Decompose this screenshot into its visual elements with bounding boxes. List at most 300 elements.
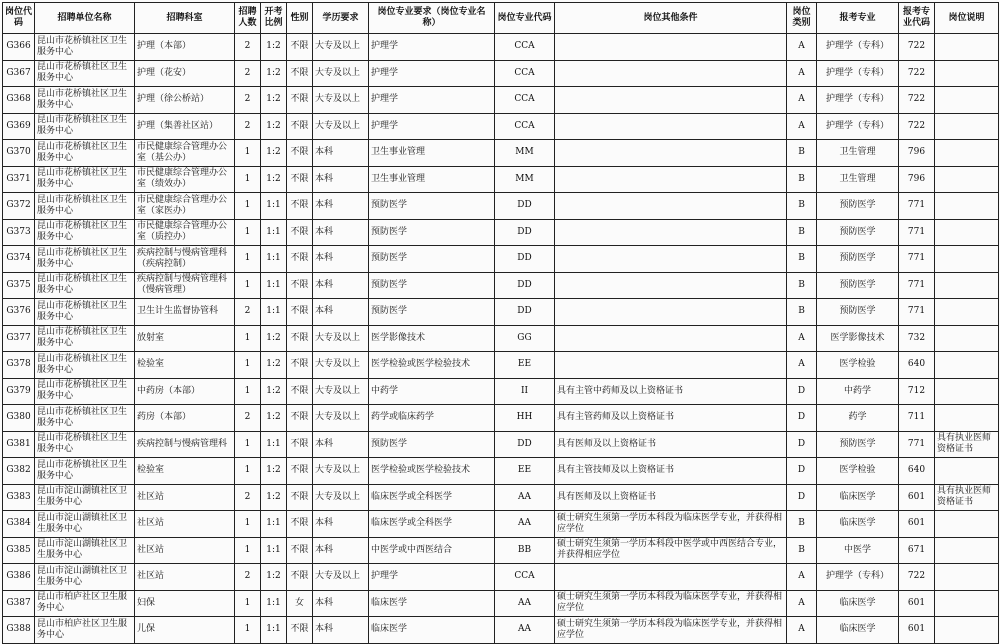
header-cell: 岗位类别 bbox=[787, 3, 817, 34]
position-note-cell bbox=[935, 87, 999, 114]
exam-major-cell: 预防医学 bbox=[817, 431, 899, 458]
employer-name-cell: 昆山市花桥镇社区卫生服务中心 bbox=[35, 325, 135, 352]
position-code-cell: G376 bbox=[3, 299, 35, 326]
exam-major-code-cell: 671 bbox=[899, 537, 935, 564]
position-note-cell: 具有执业医师资格证书 bbox=[935, 431, 999, 458]
education-cell: 大专及以上 bbox=[313, 378, 369, 405]
table-row bbox=[3, 140, 999, 167]
position-category-cell: D bbox=[787, 484, 817, 511]
headcount-cell: 1 bbox=[235, 272, 261, 299]
position-note-cell bbox=[935, 140, 999, 167]
position-note-cell bbox=[935, 405, 999, 432]
table-row bbox=[3, 405, 999, 432]
gender-cell: 不限 bbox=[287, 219, 313, 246]
education-cell: 本科 bbox=[313, 299, 369, 326]
major-requirement-cell: 预防医学 bbox=[369, 219, 495, 246]
other-conditions-cell: 硕士研究生须第一学历本科段为临床医学专业，并获得相应学位 bbox=[555, 511, 787, 538]
major-requirement-cell: 医学检验或医学检验技术 bbox=[369, 352, 495, 379]
employer-name-cell: 昆山市花桥镇社区卫生服务中心 bbox=[35, 352, 135, 379]
major-code-cell: DD bbox=[495, 299, 555, 326]
position-note-cell bbox=[935, 564, 999, 591]
position-category-cell: D bbox=[787, 405, 817, 432]
education-cell: 本科 bbox=[313, 590, 369, 617]
position-note-cell bbox=[935, 34, 999, 61]
headcount-cell: 2 bbox=[235, 87, 261, 114]
gender-cell: 不限 bbox=[287, 405, 313, 432]
department-cell: 药房（本部） bbox=[135, 405, 235, 432]
gender-cell: 不限 bbox=[287, 352, 313, 379]
header-cell: 招聘单位名称 bbox=[35, 3, 135, 34]
table-row bbox=[3, 352, 999, 379]
major-requirement-cell: 临床医学或全科医学 bbox=[369, 484, 495, 511]
education-cell: 大专及以上 bbox=[313, 60, 369, 87]
other-conditions-cell bbox=[555, 60, 787, 87]
position-note-cell bbox=[935, 352, 999, 379]
department-cell: 护理（集善社区站） bbox=[135, 113, 235, 140]
position-note-cell bbox=[935, 246, 999, 273]
employer-name-cell: 昆山市淀山湖镇社区卫生服务中心 bbox=[35, 511, 135, 538]
major-requirement-cell: 护理学 bbox=[369, 87, 495, 114]
position-category-cell: B bbox=[787, 140, 817, 167]
exam-major-code-cell: 640 bbox=[899, 458, 935, 485]
headcount-cell: 1 bbox=[235, 166, 261, 193]
exam-ratio-cell: 1:1 bbox=[261, 246, 287, 273]
position-note-cell bbox=[935, 537, 999, 564]
employer-name-cell: 昆山市花桥镇社区卫生服务中心 bbox=[35, 87, 135, 114]
department-cell: 检验室 bbox=[135, 352, 235, 379]
headcount-cell: 2 bbox=[235, 60, 261, 87]
major-requirement-cell: 预防医学 bbox=[369, 272, 495, 299]
position-category-cell: B bbox=[787, 511, 817, 538]
exam-major-code-cell: 722 bbox=[899, 87, 935, 114]
exam-major-code-cell: 601 bbox=[899, 617, 935, 644]
position-code-cell: G386 bbox=[3, 564, 35, 591]
other-conditions-cell: 具有医师及以上资格证书 bbox=[555, 431, 787, 458]
exam-major-code-cell: 796 bbox=[899, 140, 935, 167]
exam-ratio-cell: 1:1 bbox=[261, 590, 287, 617]
major-code-cell: MM bbox=[495, 166, 555, 193]
position-code-cell: G367 bbox=[3, 60, 35, 87]
position-category-cell: A bbox=[787, 617, 817, 644]
gender-cell: 不限 bbox=[287, 246, 313, 273]
headcount-cell: 2 bbox=[235, 484, 261, 511]
education-cell: 本科 bbox=[313, 617, 369, 644]
exam-major-cell: 护理学（专科） bbox=[817, 564, 899, 591]
headcount-cell: 1 bbox=[235, 193, 261, 220]
major-code-cell: CCA bbox=[495, 34, 555, 61]
education-cell: 本科 bbox=[313, 272, 369, 299]
exam-major-cell: 医学检验 bbox=[817, 352, 899, 379]
exam-ratio-cell: 1:2 bbox=[261, 378, 287, 405]
exam-major-code-cell: 601 bbox=[899, 484, 935, 511]
header-cell: 岗位其他条件 bbox=[555, 3, 787, 34]
exam-ratio-cell: 1:2 bbox=[261, 352, 287, 379]
employer-name-cell: 昆山市花桥镇社区卫生服务中心 bbox=[35, 113, 135, 140]
position-category-cell: A bbox=[787, 113, 817, 140]
education-cell: 大专及以上 bbox=[313, 564, 369, 591]
table-row bbox=[3, 87, 999, 114]
exam-ratio-cell: 1:2 bbox=[261, 60, 287, 87]
major-code-cell: DD bbox=[495, 431, 555, 458]
other-conditions-cell bbox=[555, 113, 787, 140]
exam-major-cell: 卫生管理 bbox=[817, 140, 899, 167]
exam-ratio-cell: 1:1 bbox=[261, 511, 287, 538]
headcount-cell: 2 bbox=[235, 405, 261, 432]
education-cell: 本科 bbox=[313, 511, 369, 538]
gender-cell: 不限 bbox=[287, 564, 313, 591]
gender-cell: 不限 bbox=[287, 113, 313, 140]
table-row bbox=[3, 166, 999, 193]
education-cell: 大专及以上 bbox=[313, 484, 369, 511]
position-code-cell: G375 bbox=[3, 272, 35, 299]
other-conditions-cell: 具有主管中药师及以上资格证书 bbox=[555, 378, 787, 405]
major-requirement-cell: 临床医学 bbox=[369, 590, 495, 617]
position-code-cell: G383 bbox=[3, 484, 35, 511]
major-requirement-cell: 临床医学 bbox=[369, 617, 495, 644]
major-requirement-cell: 预防医学 bbox=[369, 193, 495, 220]
exam-major-cell: 护理学（专科） bbox=[817, 60, 899, 87]
gender-cell: 不限 bbox=[287, 87, 313, 114]
education-cell: 大专及以上 bbox=[313, 458, 369, 485]
department-cell: 市民健康综合管理办公室（家医办） bbox=[135, 193, 235, 220]
exam-ratio-cell: 1:1 bbox=[261, 193, 287, 220]
position-note-cell bbox=[935, 378, 999, 405]
gender-cell: 不限 bbox=[287, 325, 313, 352]
major-code-cell: BB bbox=[495, 537, 555, 564]
exam-major-cell: 中医学 bbox=[817, 537, 899, 564]
position-category-cell: D bbox=[787, 378, 817, 405]
position-category-cell: A bbox=[787, 352, 817, 379]
gender-cell: 不限 bbox=[287, 60, 313, 87]
employer-name-cell: 昆山市花桥镇社区卫生服务中心 bbox=[35, 34, 135, 61]
exam-major-code-cell: 796 bbox=[899, 166, 935, 193]
exam-major-cell: 临床医学 bbox=[817, 511, 899, 538]
table-row bbox=[3, 219, 999, 246]
gender-cell: 不限 bbox=[287, 484, 313, 511]
position-code-cell: G368 bbox=[3, 87, 35, 114]
employer-name-cell: 昆山市花桥镇社区卫生服务中心 bbox=[35, 219, 135, 246]
exam-ratio-cell: 1:1 bbox=[261, 431, 287, 458]
headcount-cell: 1 bbox=[235, 352, 261, 379]
major-code-cell: CCA bbox=[495, 87, 555, 114]
major-code-cell: AA bbox=[495, 590, 555, 617]
education-cell: 大专及以上 bbox=[313, 325, 369, 352]
other-conditions-cell bbox=[555, 34, 787, 61]
table-body bbox=[3, 34, 999, 644]
position-category-cell: B bbox=[787, 193, 817, 220]
table-row bbox=[3, 325, 999, 352]
exam-ratio-cell: 1:1 bbox=[261, 272, 287, 299]
position-category-cell: B bbox=[787, 219, 817, 246]
department-cell: 疾病控制与慢病管理科 bbox=[135, 431, 235, 458]
position-note-cell bbox=[935, 511, 999, 538]
major-code-cell: AA bbox=[495, 511, 555, 538]
position-code-cell: G374 bbox=[3, 246, 35, 273]
major-requirement-cell: 中医学或中西医结合 bbox=[369, 537, 495, 564]
headcount-cell: 1 bbox=[235, 219, 261, 246]
position-code-cell: G371 bbox=[3, 166, 35, 193]
position-category-cell: A bbox=[787, 325, 817, 352]
position-category-cell: B bbox=[787, 272, 817, 299]
exam-ratio-cell: 1:1 bbox=[261, 537, 287, 564]
position-code-cell: G387 bbox=[3, 590, 35, 617]
position-note-cell bbox=[935, 272, 999, 299]
position-note-cell bbox=[935, 590, 999, 617]
department-cell: 护理（本部） bbox=[135, 34, 235, 61]
employer-name-cell: 昆山市花桥镇社区卫生服务中心 bbox=[35, 246, 135, 273]
table-row bbox=[3, 272, 999, 299]
department-cell: 疾病控制与慢病管理科（疾病控制） bbox=[135, 246, 235, 273]
table-row bbox=[3, 113, 999, 140]
major-requirement-cell: 医学检验或医学检验技术 bbox=[369, 458, 495, 485]
exam-major-code-cell: 712 bbox=[899, 378, 935, 405]
position-category-cell: B bbox=[787, 246, 817, 273]
position-code-cell: G380 bbox=[3, 405, 35, 432]
other-conditions-cell bbox=[555, 272, 787, 299]
gender-cell: 不限 bbox=[287, 34, 313, 61]
headcount-cell: 2 bbox=[235, 34, 261, 61]
exam-major-code-cell: 771 bbox=[899, 193, 935, 220]
exam-major-cell: 药学 bbox=[817, 405, 899, 432]
exam-ratio-cell: 1:1 bbox=[261, 299, 287, 326]
header-cell: 报考专业 bbox=[817, 3, 899, 34]
position-code-cell: G388 bbox=[3, 617, 35, 644]
header-cell: 招聘科室 bbox=[135, 3, 235, 34]
exam-major-cell: 护理学（专科） bbox=[817, 113, 899, 140]
exam-major-code-cell: 601 bbox=[899, 590, 935, 617]
exam-ratio-cell: 1:1 bbox=[261, 617, 287, 644]
exam-major-code-cell: 640 bbox=[899, 352, 935, 379]
exam-major-cell: 预防医学 bbox=[817, 272, 899, 299]
department-cell: 社区站 bbox=[135, 564, 235, 591]
position-category-cell: A bbox=[787, 87, 817, 114]
employer-name-cell: 昆山市淀山湖镇社区卫生服务中心 bbox=[35, 484, 135, 511]
position-note-cell bbox=[935, 617, 999, 644]
education-cell: 大专及以上 bbox=[313, 87, 369, 114]
other-conditions-cell bbox=[555, 352, 787, 379]
headcount-cell: 1 bbox=[235, 458, 261, 485]
employer-name-cell: 昆山市花桥镇社区卫生服务中心 bbox=[35, 405, 135, 432]
employer-name-cell: 昆山市花桥镇社区卫生服务中心 bbox=[35, 60, 135, 87]
exam-major-code-cell: 722 bbox=[899, 564, 935, 591]
table-row bbox=[3, 484, 999, 511]
exam-major-code-cell: 722 bbox=[899, 113, 935, 140]
position-category-cell: B bbox=[787, 299, 817, 326]
headcount-cell: 1 bbox=[235, 537, 261, 564]
major-requirement-cell: 护理学 bbox=[369, 113, 495, 140]
header-row bbox=[3, 3, 999, 34]
position-category-cell: A bbox=[787, 564, 817, 591]
education-cell: 大专及以上 bbox=[313, 352, 369, 379]
position-code-cell: G382 bbox=[3, 458, 35, 485]
exam-major-cell: 医学检验 bbox=[817, 458, 899, 485]
recruitment-table bbox=[2, 2, 999, 644]
major-code-cell: EE bbox=[495, 458, 555, 485]
exam-major-code-cell: 601 bbox=[899, 511, 935, 538]
other-conditions-cell bbox=[555, 325, 787, 352]
header-cell: 报考专业代码 bbox=[899, 3, 935, 34]
exam-ratio-cell: 1:2 bbox=[261, 34, 287, 61]
employer-name-cell: 昆山市淀山湖镇社区卫生服务中心 bbox=[35, 537, 135, 564]
employer-name-cell: 昆山市淀山湖镇社区卫生服务中心 bbox=[35, 564, 135, 591]
gender-cell: 不限 bbox=[287, 511, 313, 538]
employer-name-cell: 昆山市花桥镇社区卫生服务中心 bbox=[35, 458, 135, 485]
headcount-cell: 1 bbox=[235, 617, 261, 644]
exam-major-cell: 临床医学 bbox=[817, 484, 899, 511]
headcount-cell: 2 bbox=[235, 113, 261, 140]
position-code-cell: G378 bbox=[3, 352, 35, 379]
exam-major-code-cell: 771 bbox=[899, 219, 935, 246]
gender-cell: 不限 bbox=[287, 166, 313, 193]
exam-ratio-cell: 1:2 bbox=[261, 325, 287, 352]
table-row bbox=[3, 431, 999, 458]
gender-cell: 不限 bbox=[287, 193, 313, 220]
position-category-cell: D bbox=[787, 431, 817, 458]
other-conditions-cell bbox=[555, 564, 787, 591]
position-category-cell: A bbox=[787, 34, 817, 61]
header-cell: 学历要求 bbox=[313, 3, 369, 34]
header-cell: 岗位专业代码 bbox=[495, 3, 555, 34]
exam-major-code-cell: 771 bbox=[899, 246, 935, 273]
other-conditions-cell bbox=[555, 140, 787, 167]
exam-major-cell: 临床医学 bbox=[817, 590, 899, 617]
major-code-cell: II bbox=[495, 378, 555, 405]
education-cell: 本科 bbox=[313, 246, 369, 273]
table-row bbox=[3, 378, 999, 405]
position-note-cell bbox=[935, 458, 999, 485]
table-row bbox=[3, 617, 999, 644]
position-note-cell: 具有执业医师资格证书 bbox=[935, 484, 999, 511]
employer-name-cell: 昆山市花桥镇社区卫生服务中心 bbox=[35, 166, 135, 193]
exam-major-code-cell: 771 bbox=[899, 272, 935, 299]
other-conditions-cell bbox=[555, 166, 787, 193]
exam-ratio-cell: 1:2 bbox=[261, 140, 287, 167]
department-cell: 社区站 bbox=[135, 537, 235, 564]
headcount-cell: 1 bbox=[235, 431, 261, 458]
department-cell: 社区站 bbox=[135, 484, 235, 511]
major-code-cell: CCA bbox=[495, 113, 555, 140]
other-conditions-cell bbox=[555, 246, 787, 273]
education-cell: 大专及以上 bbox=[313, 113, 369, 140]
education-cell: 本科 bbox=[313, 219, 369, 246]
exam-ratio-cell: 1:2 bbox=[261, 564, 287, 591]
major-requirement-cell: 临床医学或全科医学 bbox=[369, 511, 495, 538]
gender-cell: 不限 bbox=[287, 299, 313, 326]
employer-name-cell: 昆山市花桥镇社区卫生服务中心 bbox=[35, 140, 135, 167]
exam-major-cell: 预防医学 bbox=[817, 246, 899, 273]
other-conditions-cell: 具有主管技师及以上资格证书 bbox=[555, 458, 787, 485]
education-cell: 本科 bbox=[313, 193, 369, 220]
headcount-cell: 1 bbox=[235, 325, 261, 352]
gender-cell: 不限 bbox=[287, 378, 313, 405]
gender-cell: 不限 bbox=[287, 537, 313, 564]
exam-ratio-cell: 1:1 bbox=[261, 219, 287, 246]
table-row bbox=[3, 511, 999, 538]
gender-cell: 不限 bbox=[287, 140, 313, 167]
exam-major-cell: 护理学（专科） bbox=[817, 87, 899, 114]
position-code-cell: G381 bbox=[3, 431, 35, 458]
position-code-cell: G370 bbox=[3, 140, 35, 167]
employer-name-cell: 昆山市花桥镇社区卫生服务中心 bbox=[35, 378, 135, 405]
major-requirement-cell: 预防医学 bbox=[369, 299, 495, 326]
department-cell: 市民健康综合管理办公室（质控办） bbox=[135, 219, 235, 246]
table-row bbox=[3, 458, 999, 485]
table-row bbox=[3, 299, 999, 326]
education-cell: 本科 bbox=[313, 140, 369, 167]
exam-major-cell: 卫生管理 bbox=[817, 166, 899, 193]
department-cell: 护理（花安） bbox=[135, 60, 235, 87]
gender-cell: 不限 bbox=[287, 617, 313, 644]
major-code-cell: EE bbox=[495, 352, 555, 379]
major-code-cell: AA bbox=[495, 484, 555, 511]
position-note-cell bbox=[935, 325, 999, 352]
position-code-cell: G369 bbox=[3, 113, 35, 140]
major-requirement-cell: 护理学 bbox=[369, 34, 495, 61]
exam-ratio-cell: 1:2 bbox=[261, 87, 287, 114]
exam-major-code-cell: 771 bbox=[899, 299, 935, 326]
headcount-cell: 2 bbox=[235, 299, 261, 326]
position-note-cell bbox=[935, 166, 999, 193]
other-conditions-cell: 硕士研究生须第一学历本科段中医学或中西医结合专业，并获得相应学位 bbox=[555, 537, 787, 564]
header-cell: 开考比例 bbox=[261, 3, 287, 34]
headcount-cell: 1 bbox=[235, 140, 261, 167]
position-code-cell: G384 bbox=[3, 511, 35, 538]
major-code-cell: DD bbox=[495, 219, 555, 246]
employer-name-cell: 昆山市柏庐社区卫生服务中心 bbox=[35, 590, 135, 617]
position-code-cell: G385 bbox=[3, 537, 35, 564]
gender-cell: 不限 bbox=[287, 272, 313, 299]
major-code-cell: CCA bbox=[495, 60, 555, 87]
header-cell: 性别 bbox=[287, 3, 313, 34]
position-code-cell: G377 bbox=[3, 325, 35, 352]
exam-major-cell: 预防医学 bbox=[817, 193, 899, 220]
employer-name-cell: 昆山市花桥镇社区卫生服务中心 bbox=[35, 272, 135, 299]
gender-cell: 女 bbox=[287, 590, 313, 617]
employer-name-cell: 昆山市花桥镇社区卫生服务中心 bbox=[35, 431, 135, 458]
exam-major-code-cell: 722 bbox=[899, 34, 935, 61]
major-code-cell: HH bbox=[495, 405, 555, 432]
other-conditions-cell bbox=[555, 87, 787, 114]
major-requirement-cell: 护理学 bbox=[369, 60, 495, 87]
position-category-cell: A bbox=[787, 590, 817, 617]
education-cell: 本科 bbox=[313, 431, 369, 458]
header-cell: 招聘人数 bbox=[235, 3, 261, 34]
major-requirement-cell: 卫生事业管理 bbox=[369, 140, 495, 167]
exam-major-code-cell: 732 bbox=[899, 325, 935, 352]
department-cell: 卫生计生监督协管科 bbox=[135, 299, 235, 326]
exam-major-code-cell: 771 bbox=[899, 431, 935, 458]
table-row bbox=[3, 246, 999, 273]
department-cell: 放射室 bbox=[135, 325, 235, 352]
major-code-cell: GG bbox=[495, 325, 555, 352]
gender-cell: 不限 bbox=[287, 458, 313, 485]
exam-major-code-cell: 722 bbox=[899, 60, 935, 87]
major-code-cell: MM bbox=[495, 140, 555, 167]
department-cell: 护理（徐公桥站） bbox=[135, 87, 235, 114]
other-conditions-cell: 硕士研究生须第一学历本科段为临床医学专业，并获得相应学位 bbox=[555, 617, 787, 644]
position-code-cell: G379 bbox=[3, 378, 35, 405]
department-cell: 检验室 bbox=[135, 458, 235, 485]
gender-cell: 不限 bbox=[287, 431, 313, 458]
department-cell: 中药房（本部） bbox=[135, 378, 235, 405]
position-category-cell: A bbox=[787, 60, 817, 87]
other-conditions-cell bbox=[555, 299, 787, 326]
major-requirement-cell: 药学或临床药学 bbox=[369, 405, 495, 432]
exam-major-cell: 医学影像技术 bbox=[817, 325, 899, 352]
department-cell: 妇保 bbox=[135, 590, 235, 617]
table-row bbox=[3, 564, 999, 591]
major-requirement-cell: 医学影像技术 bbox=[369, 325, 495, 352]
